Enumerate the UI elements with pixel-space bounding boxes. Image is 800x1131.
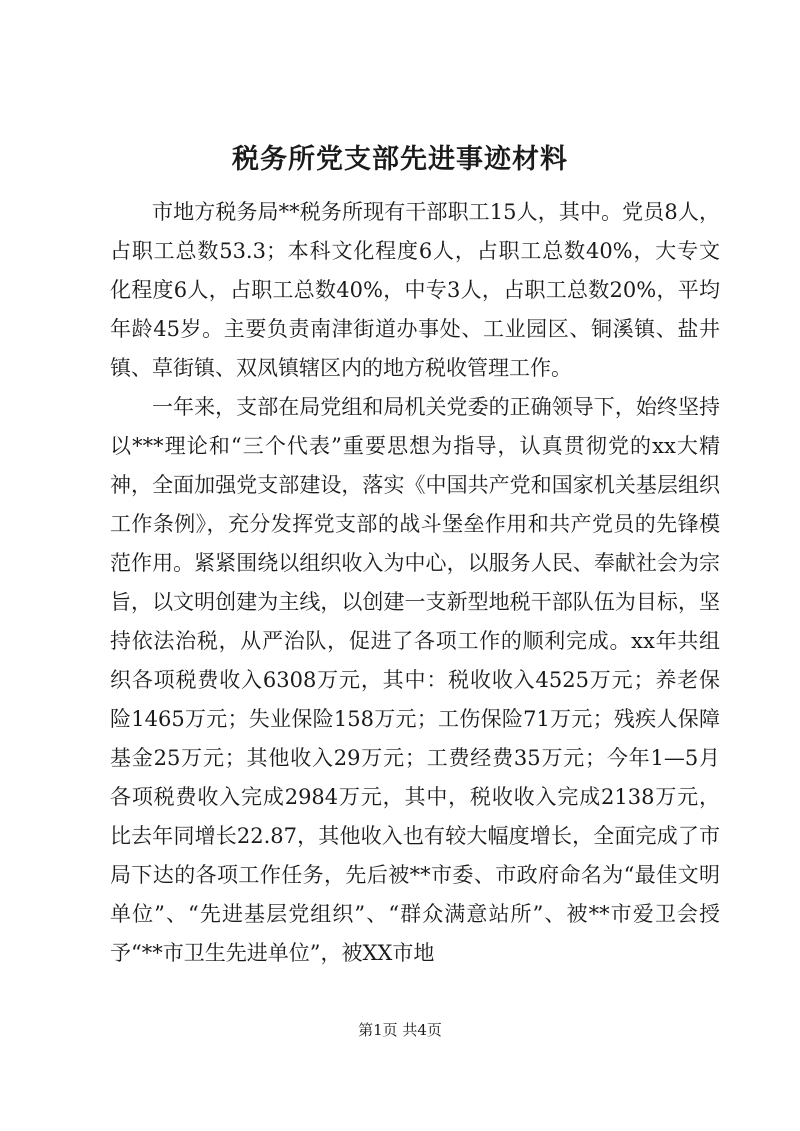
document-body	[110, 193, 720, 973]
page-footer: 第1页 共4页	[358, 1021, 442, 1039]
document-title: 税务所党支部先进事迹材料	[232, 144, 568, 175]
paragraph-2: 一年来，支部在局党组和局机关党委的正确领导下，始终坚持以***理论和“三个代表”重要思想为指导，认真贯彻党的xx大精神，全面加强党支部建设，落实《中国共产党和国家机关基层组织工作条例》，充分发挥党支部的战斗堡垒作用和共产党员的先锋模范作用。紧紧围绕以组织收入为中心，以服务人民、奉献社会为宗旨，以文明创建为主线，以创建一支新型地税干部队伍为目标，坚持依法治税，从严治队，促进了各项工作的顺利完成。xx年共组织各项税费收入6308万元，其中：税收收入4525万元；养老保险1465万元；失业保险158万元；工伤保险71万元；残疾人保障基金25万元；其他收入29万元；工费经费35万元；今年1—5月各项税费收入完成2984万元，其中，税收收入完成2138万元，比去年同增长22.87，其他收入也有较大幅度增长，全面完成了市局下达的各项工作任务，先后被**市委、市政府命名为“最佳文明单位”、“先进基层党组织”、“群众满意站所”、被**市爱卫会授予“**市卫生先进单位”，被XX市地	[110, 395, 720, 965]
paragraph-1: 市地方税务局**税务所现有干部职工15人，其中。党员8人，占职工总数53.3；本科文化程度6人，占职工总数40%，大专文化程度6人，占职工总数40%，中专3人，占职工总数20%，平均年龄45岁。主要负责南津街道办事处、工业园区、铜溪镇、盐井镇、草街镇、双凤镇辖区内的地方税收管理工作。	[110, 200, 720, 380]
